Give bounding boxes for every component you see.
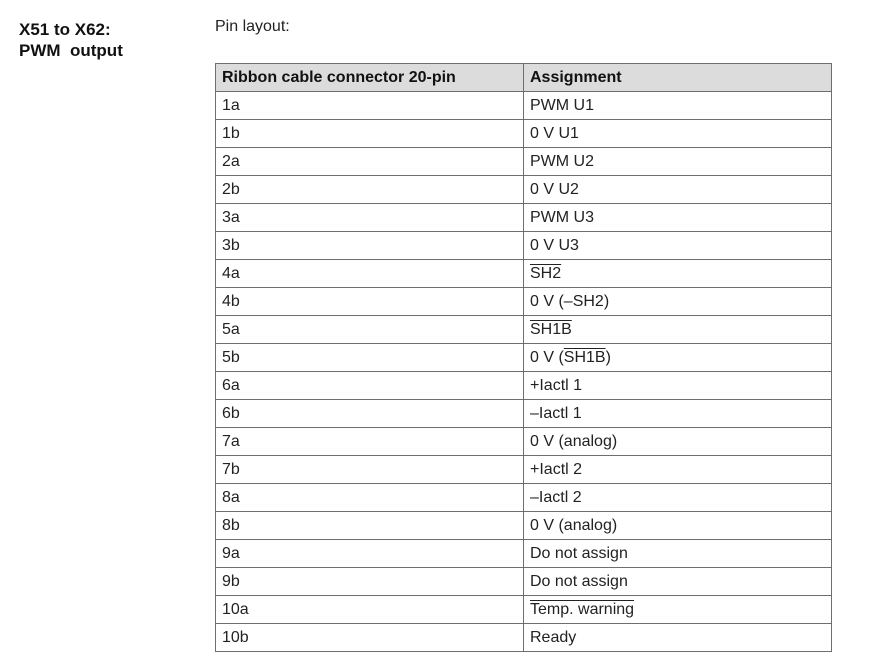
pin-cell: 8a xyxy=(216,484,524,512)
assignment-cell xyxy=(524,540,832,568)
assignment-text: 0 V U1 xyxy=(530,124,579,142)
table-row xyxy=(216,568,832,596)
assignment-text: +Iactl 1 xyxy=(530,376,583,394)
assignment-text: 0 V U3 xyxy=(530,236,579,254)
assignment-text: –Iactl 2 xyxy=(530,488,582,506)
assignment-text: PWM U3 xyxy=(530,208,594,226)
table-row xyxy=(216,484,832,512)
assignment-cell xyxy=(524,484,832,512)
pin-cell: 3b xyxy=(216,232,524,260)
assignment-cell xyxy=(524,400,832,428)
assignment-cell xyxy=(524,232,832,260)
table-row xyxy=(216,344,832,372)
pin-cell: 1a xyxy=(216,92,524,120)
pin-cell: 5b xyxy=(216,344,524,372)
table-row xyxy=(216,92,832,120)
table-row xyxy=(216,512,832,540)
assignment-prefix: 0 V ( xyxy=(530,348,564,366)
section-heading-line2: PWM output xyxy=(19,41,123,60)
pin-cell: 2b xyxy=(216,176,524,204)
table-row xyxy=(216,428,832,456)
table-row xyxy=(216,456,832,484)
table-row xyxy=(216,204,832,232)
pin-cell: 4b xyxy=(216,288,524,316)
pin-cell: 4a xyxy=(216,260,524,288)
pin-cell: 3a xyxy=(216,204,524,232)
assignment-cell xyxy=(524,456,832,484)
assignment-cell xyxy=(524,344,832,372)
assignment-text: 0 V (–SH2) xyxy=(530,292,610,310)
assignment-cell xyxy=(524,624,832,652)
table-body xyxy=(216,92,832,652)
assignment-cell xyxy=(524,148,832,176)
assignment-text: Ready xyxy=(530,628,577,646)
assignment-text: 0 V U2 xyxy=(530,180,579,198)
pin-cell: 9a xyxy=(216,540,524,568)
assignment-text: Do not assign xyxy=(530,572,628,590)
assignment-cell xyxy=(524,428,832,456)
assignment-text: Do not assign xyxy=(530,544,628,562)
table-row xyxy=(216,316,832,344)
table-row xyxy=(216,260,832,288)
table-row xyxy=(216,372,832,400)
intro-text: Pin layout: xyxy=(215,18,290,35)
pin-cell: 5a xyxy=(216,316,524,344)
pin-cell: 9b xyxy=(216,568,524,596)
table-header-row xyxy=(216,64,832,92)
pin-cell: 10a xyxy=(216,596,524,624)
assignment-cell xyxy=(524,120,832,148)
assignment-text: PWM U2 xyxy=(530,152,594,170)
pin-cell: 2a xyxy=(216,148,524,176)
table-row xyxy=(216,400,832,428)
table-row xyxy=(216,232,832,260)
table-row xyxy=(216,176,832,204)
assignment-cell xyxy=(524,176,832,204)
section-heading xyxy=(19,19,123,61)
pin-cell: 8b xyxy=(216,512,524,540)
table-row xyxy=(216,288,832,316)
assignment-suffix: ) xyxy=(605,348,611,366)
table-row xyxy=(216,148,832,176)
assignment-text: –Iactl 1 xyxy=(530,404,582,422)
pin-cell: 10b xyxy=(216,624,524,652)
table-row xyxy=(216,624,832,652)
assignment-text: SH1B xyxy=(530,320,572,338)
pin-cell: 1b xyxy=(216,120,524,148)
table-row xyxy=(216,120,832,148)
assignment-cell xyxy=(524,596,832,624)
pin-cell: 6a xyxy=(216,372,524,400)
assignment-text: +Iactl 2 xyxy=(530,460,583,478)
column-header-connector: Ribbon cable connector 20-pin xyxy=(216,64,524,92)
table-row xyxy=(216,540,832,568)
pin-layout-table xyxy=(215,63,832,652)
assignment-text: 0 V (analog) xyxy=(530,432,618,450)
assignment-overlined: SH1B xyxy=(563,348,606,366)
assignment-cell xyxy=(524,288,832,316)
column-header-assignment: Assignment xyxy=(524,64,832,92)
assignment-text: Temp. warning xyxy=(530,600,635,618)
assignment-text: PWM U1 xyxy=(530,96,594,114)
pin-cell: 7b xyxy=(216,456,524,484)
assignment-cell xyxy=(524,204,832,232)
assignment-cell xyxy=(524,260,832,288)
assignment-cell xyxy=(524,512,832,540)
table-row xyxy=(216,596,832,624)
assignment-cell xyxy=(524,372,832,400)
assignment-cell xyxy=(524,92,832,120)
pin-cell: 6b xyxy=(216,400,524,428)
assignment-text: 0 V (analog) xyxy=(530,516,618,534)
assignment-cell xyxy=(524,568,832,596)
section-heading-line1: X51 to X62: xyxy=(19,20,111,39)
pin-cell: 7a xyxy=(216,428,524,456)
assignment-cell xyxy=(524,316,832,344)
assignment-text: SH2 xyxy=(530,264,562,282)
